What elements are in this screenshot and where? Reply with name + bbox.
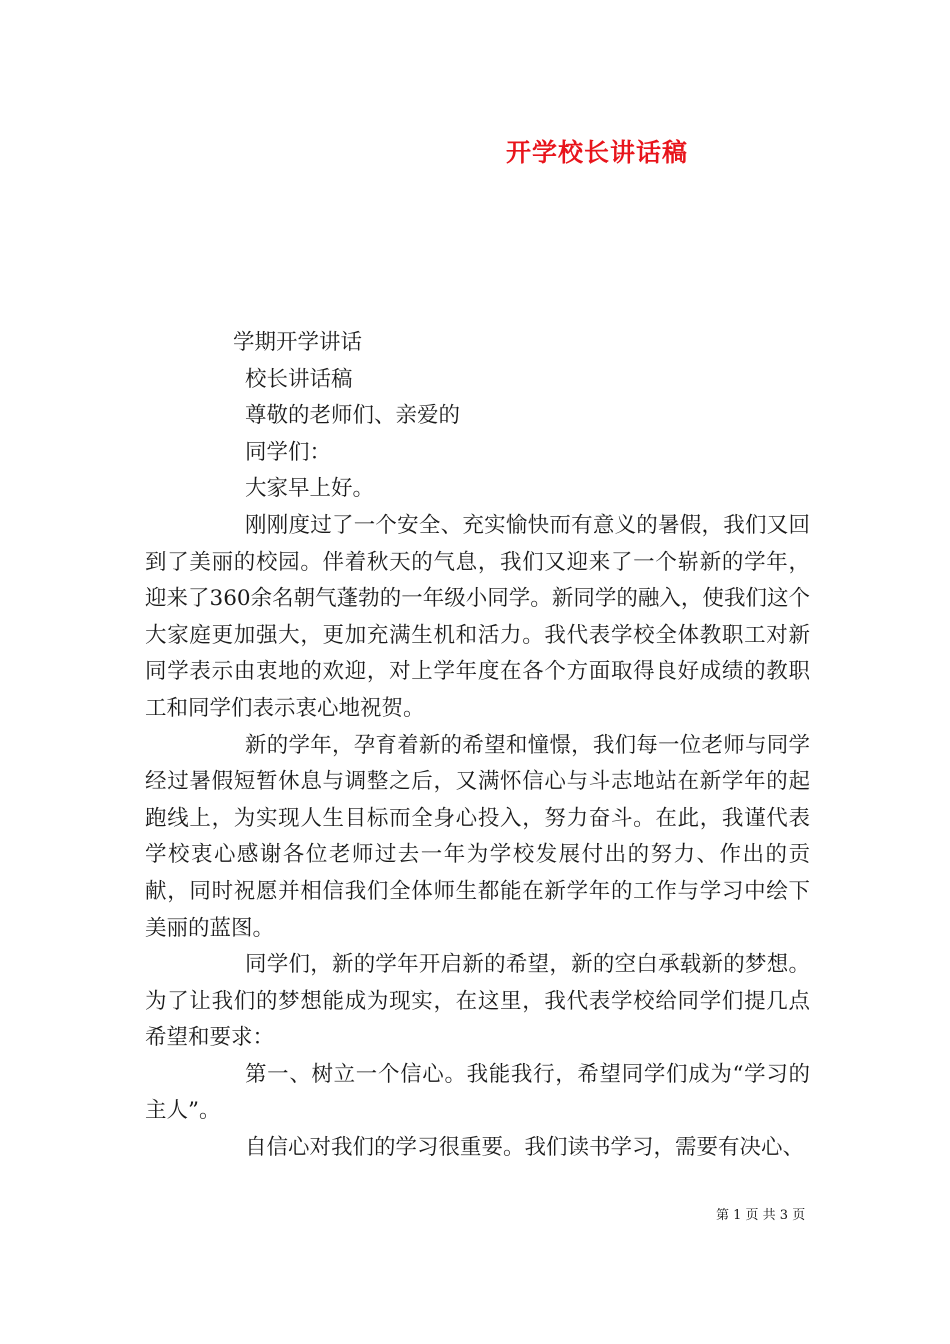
paragraph: 刚刚度过了一个安全、充实愉快而有意义的暑假，我们又回到了美丽的校园。伴着秋天的气息，我们又迎来了一个崭新的学年，迎来了360余名朝气蓬勃的一年级小同学。新同学的融入，使我们这个大家庭更加强大，更加充满生机和活力。我代表学校全体教职工对新同学表示由衷地的欢迎，对上学年度在各个方面取得良好成绩的教职工和同学们表示衷心地祝贺。 bbox=[145, 512, 810, 721]
paragraph: 第一、树立一个信心。我能我行，希望同学们成为“学习的主人”。 bbox=[145, 1061, 810, 1124]
paragraph: 新的学年，孕育着新的希望和憧憬，我们每一位老师与同学经过暑假短暂休息与调整之后，又满怀信心与斗志地站在新学年的起跑线上，为实现人生目标而全身心投入，努力奋斗。在此，我谨代表学校衷心感谢各位老师过去一年为学校发展付出的努力、作出的贡献，同时祝愿并相信我们全体师生都能在新学年的工作与学习中绘下美丽的蓝图。 bbox=[145, 732, 810, 941]
paragraph: 同学们，新的学年开启新的希望，新的空白承载新的梦想。为了让我们的梦想能成为现实，在这里，我代表学校给同学们提几点希望和要求： bbox=[145, 952, 810, 1051]
text-line: 尊敬的老师们、亲爱的 bbox=[245, 403, 461, 429]
text-line: 大家早上好。 bbox=[245, 476, 375, 502]
text-line: 学期开学讲话 bbox=[233, 330, 363, 355]
document-title: 开学校长讲话稿 bbox=[506, 138, 689, 167]
paragraph: 自信心对我们的学习很重要。我们读书学习，需要有决心、 bbox=[245, 1135, 805, 1161]
text-line: 校长讲话稿 bbox=[245, 366, 353, 392]
document-body bbox=[145, 325, 810, 1167]
text-line: 同学们： bbox=[245, 439, 332, 465]
page-number: 第 1 页 共 3 页 bbox=[716, 1208, 806, 1223]
